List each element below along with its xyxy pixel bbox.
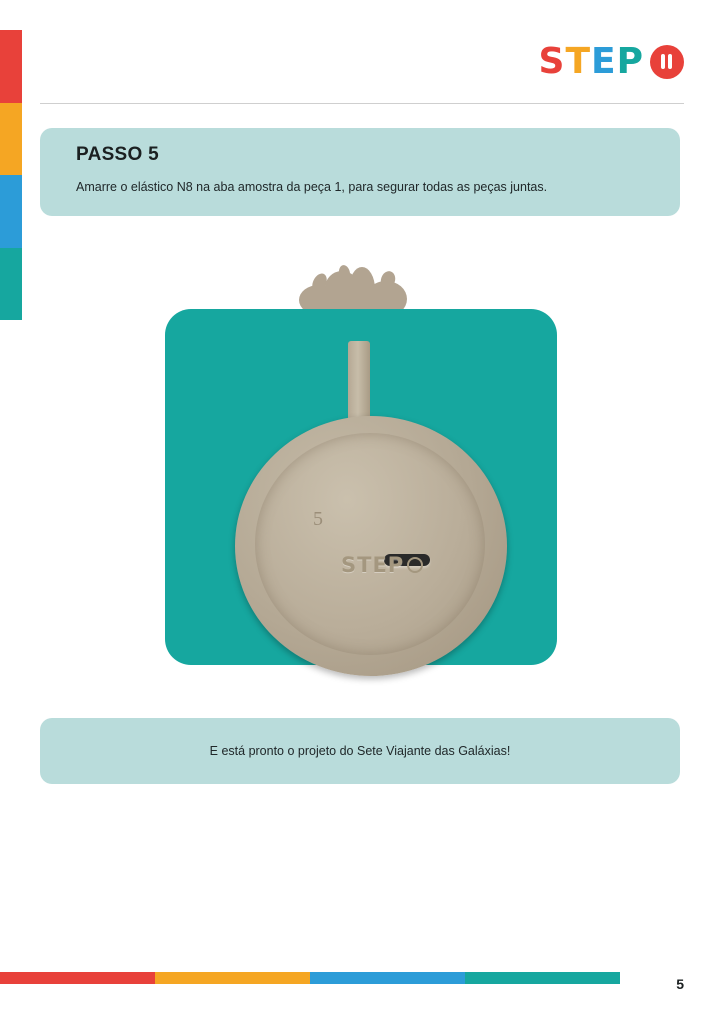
brand-logo-wordmark: [538, 41, 644, 82]
photo-disc-logo: [341, 553, 423, 577]
footer-segment-teal: [465, 972, 620, 984]
logo-letter-s: S: [538, 41, 566, 82]
header-divider: [40, 103, 684, 104]
step-description: Amarre o elástico N8 na aba amostra da peça 1, para segurar todas as peças juntas.: [76, 180, 548, 194]
logo-letter-e: E: [591, 41, 617, 82]
brand-logo: [538, 41, 684, 82]
photo-disc-logo-circle-icon: [407, 557, 423, 573]
footer-segment-blue: [310, 972, 465, 984]
strip-segment-blue: [0, 175, 22, 248]
photo-disc-number: 5: [313, 508, 323, 530]
photo-background-card: [165, 309, 557, 665]
page-header: [40, 36, 684, 104]
page-number: 5: [676, 976, 684, 992]
left-color-strip: [0, 30, 22, 320]
strip-segment-orange: [0, 103, 22, 176]
step-title: PASSO 5: [76, 144, 160, 165]
footer-segment-orange: [155, 972, 310, 984]
step-photo: [165, 265, 557, 665]
closing-note-box: [40, 718, 680, 784]
photo-disc-inner: [255, 433, 485, 655]
logo-letter-p: P: [616, 41, 644, 82]
logo-letter-t: T: [565, 41, 592, 82]
closing-note-text: E está pronto o projeto do Sete Viajante das Galáxias!: [209, 744, 511, 758]
photo-disc-logo-text: STEP: [341, 553, 405, 577]
photo-disc-piece: [235, 416, 507, 676]
strip-segment-teal: [0, 248, 22, 321]
step-circle-icon: [650, 45, 684, 79]
footer-segment-red: [0, 972, 155, 984]
step-instruction-box: [40, 128, 680, 216]
footer-color-bar: [0, 972, 620, 984]
strip-segment-red: [0, 30, 22, 103]
